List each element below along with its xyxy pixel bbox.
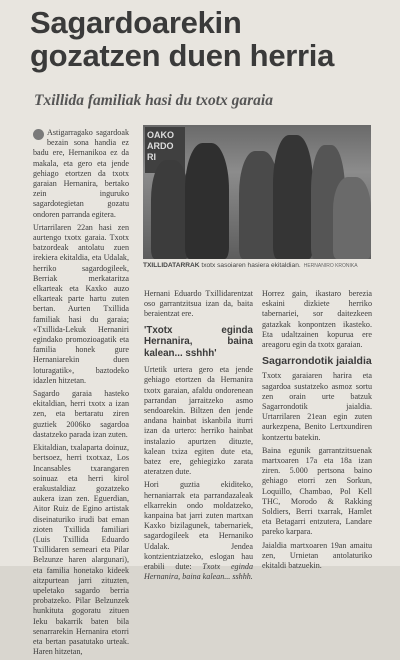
subheadline: Txillida familiak hasi du txotx garaia bbox=[34, 92, 273, 109]
photo-sign: OAKO ARDO RI bbox=[145, 127, 185, 173]
person-figure bbox=[151, 160, 189, 259]
paragraph: Horrez gain, ikastaro berezia eskaini dizkiete herriko tabernariei, sor daitezkeen gatazkak konpontzen ikasteko. Eta udaltzainen kopurua ere areagoru egin da txotx garaian. bbox=[262, 289, 372, 350]
paragraph: Ekitaldian, txalaparta doinuz, bertsoez, herri txotxaz, Los Incansables txarangaren soinuaz eta herri kirol erakustaldiaz gozatzeko aukera izan zen. Eguerdian, Aitor Ruiz de Egino artistak diseinaturiko irudi bat eman zioten Txillida familiari (Luis Txillida Eduardo Txillidaren semeari eta Pilar Belzunze haren alargunari), eta familia honetako kideek aitzpurtean jarri zituzten, upeletako sagardo berria probatzeko. Pilar Belzunzek hunkituta gogoratu zituen Ieku bakarrik baten bila senarrarekin Hernanira etorri eta bertan pasatutako urteak. Haren hitzetan, bbox=[33, 443, 129, 657]
dropcap-bullet-icon bbox=[33, 129, 44, 140]
slogan: Txotx eginda Hernanira, baina kalean... sshhh. bbox=[144, 561, 253, 582]
paragraph: Hori guztia ekiditeko, hernaniarrak eta parrandazaleak elkarrekin ondo moldatzeko, kanpaina bat jarri zuten martxan Kaxko bizilagunek, tabernariek, sagardogileek eta Hernaniko Udalak. Jendea kontzientziatzeko, eslogan hau erabili dute: Txotx eginda Hernanira, baina kalean... sshhh. bbox=[144, 480, 253, 582]
paragraph: Urtarrilaren 22an hasi zen aurtengo txotx garaia. Txotx batzordeak antolatu zuen irekiera ekitaldia, eta Udalak, herriko sagardogileek, Berriak merkataritza elkarteak eta Kaxko auzo elkarteak parte hartu zuten bertan. Aurten Txillida familiak hasi du garaia; «Txillida-Lekuk Hernaniri egindako promozioagatik eta familia honek gure Hernaniarekin duen loturagatik», baztodeko idazlen hitzetan. bbox=[33, 222, 129, 385]
paragraph: Astigarragako sagardoak bezain sona handia ez badu ere, Hernanikoa ez da makala, eta gero eta jende gehiago etortzen da txotx garaian Hernanira, bertako zein inguruko sagardotegietan gozatu ondoren parranda egitera. bbox=[33, 128, 129, 219]
person-figure bbox=[333, 177, 371, 259]
article-photo bbox=[143, 125, 371, 259]
paragraph: Txotx garaiaren harira eta sagardoa sustatzeko asmoz sortu zen orain urte batzuk Sagarrondotik jaialdia. Urtarrilaren 21ean egin zuten aurkezpena, Benito Lertxundiren kontzertu batekin. bbox=[262, 371, 372, 442]
photo-caption: TXILLIDATARRAK txotx sasoiaren hasiera ekitaldian. HERNANIRO KRONIKA bbox=[143, 262, 358, 269]
paragraph: Baina egunik garrantzitsuenak martxoaren 17a eta 18a izan ziren. 5.000 pertsona baino gehiago etorri zen Sorkun, Loquillo, Chambao, Pol Kell THC, Morodo & Rakking Soldiers, Berri txarrak, Hamlet eta Betagarri entzutera, Landare pareko karpara. bbox=[262, 445, 372, 537]
section-heading: Sagarrondotik jaialdia bbox=[262, 355, 372, 368]
person-figure bbox=[273, 135, 313, 259]
paragraph: Sagardo garaia hasteko ekitaldian, herri txotx a izan zen, eta bertaratu ziren guztiek 2006ko sagardoa dastatzeko parada izan zuten. bbox=[33, 389, 129, 439]
column-1 bbox=[33, 128, 129, 660]
pull-quote: 'Txotx eginda Hernanira, baina kalean... sshhh' bbox=[144, 324, 253, 359]
paragraph: Hernani Eduardo Txillidarentzat oso garrantzitsua izan da, baita beraientzat ere. bbox=[144, 289, 253, 319]
paragraph: Urtetik urtera gero eta jende gehiago etortzen da Hernanira txotx garaian, afaldu ondorenean parrandan jarraitzeko asmo sendoarekin. Biltzen den jende andana hainbat iskanbila iturri izan da urtero: herriko hainbat instalazio apurtzen dituzte, kalean txiza egiten dute eta, batez ere, gehiegizko zarata ateratzen dute. bbox=[144, 365, 253, 477]
column-2 bbox=[144, 289, 253, 585]
paragraph: Jaialdia martxoaren 19an amaitu zen, Urnietan antolaturiko ekitaldi batzuekin. bbox=[262, 540, 372, 571]
headline: Sagardoarekin gozatzen duen herria bbox=[30, 5, 335, 73]
person-figure bbox=[185, 143, 229, 259]
column-3 bbox=[262, 289, 372, 574]
